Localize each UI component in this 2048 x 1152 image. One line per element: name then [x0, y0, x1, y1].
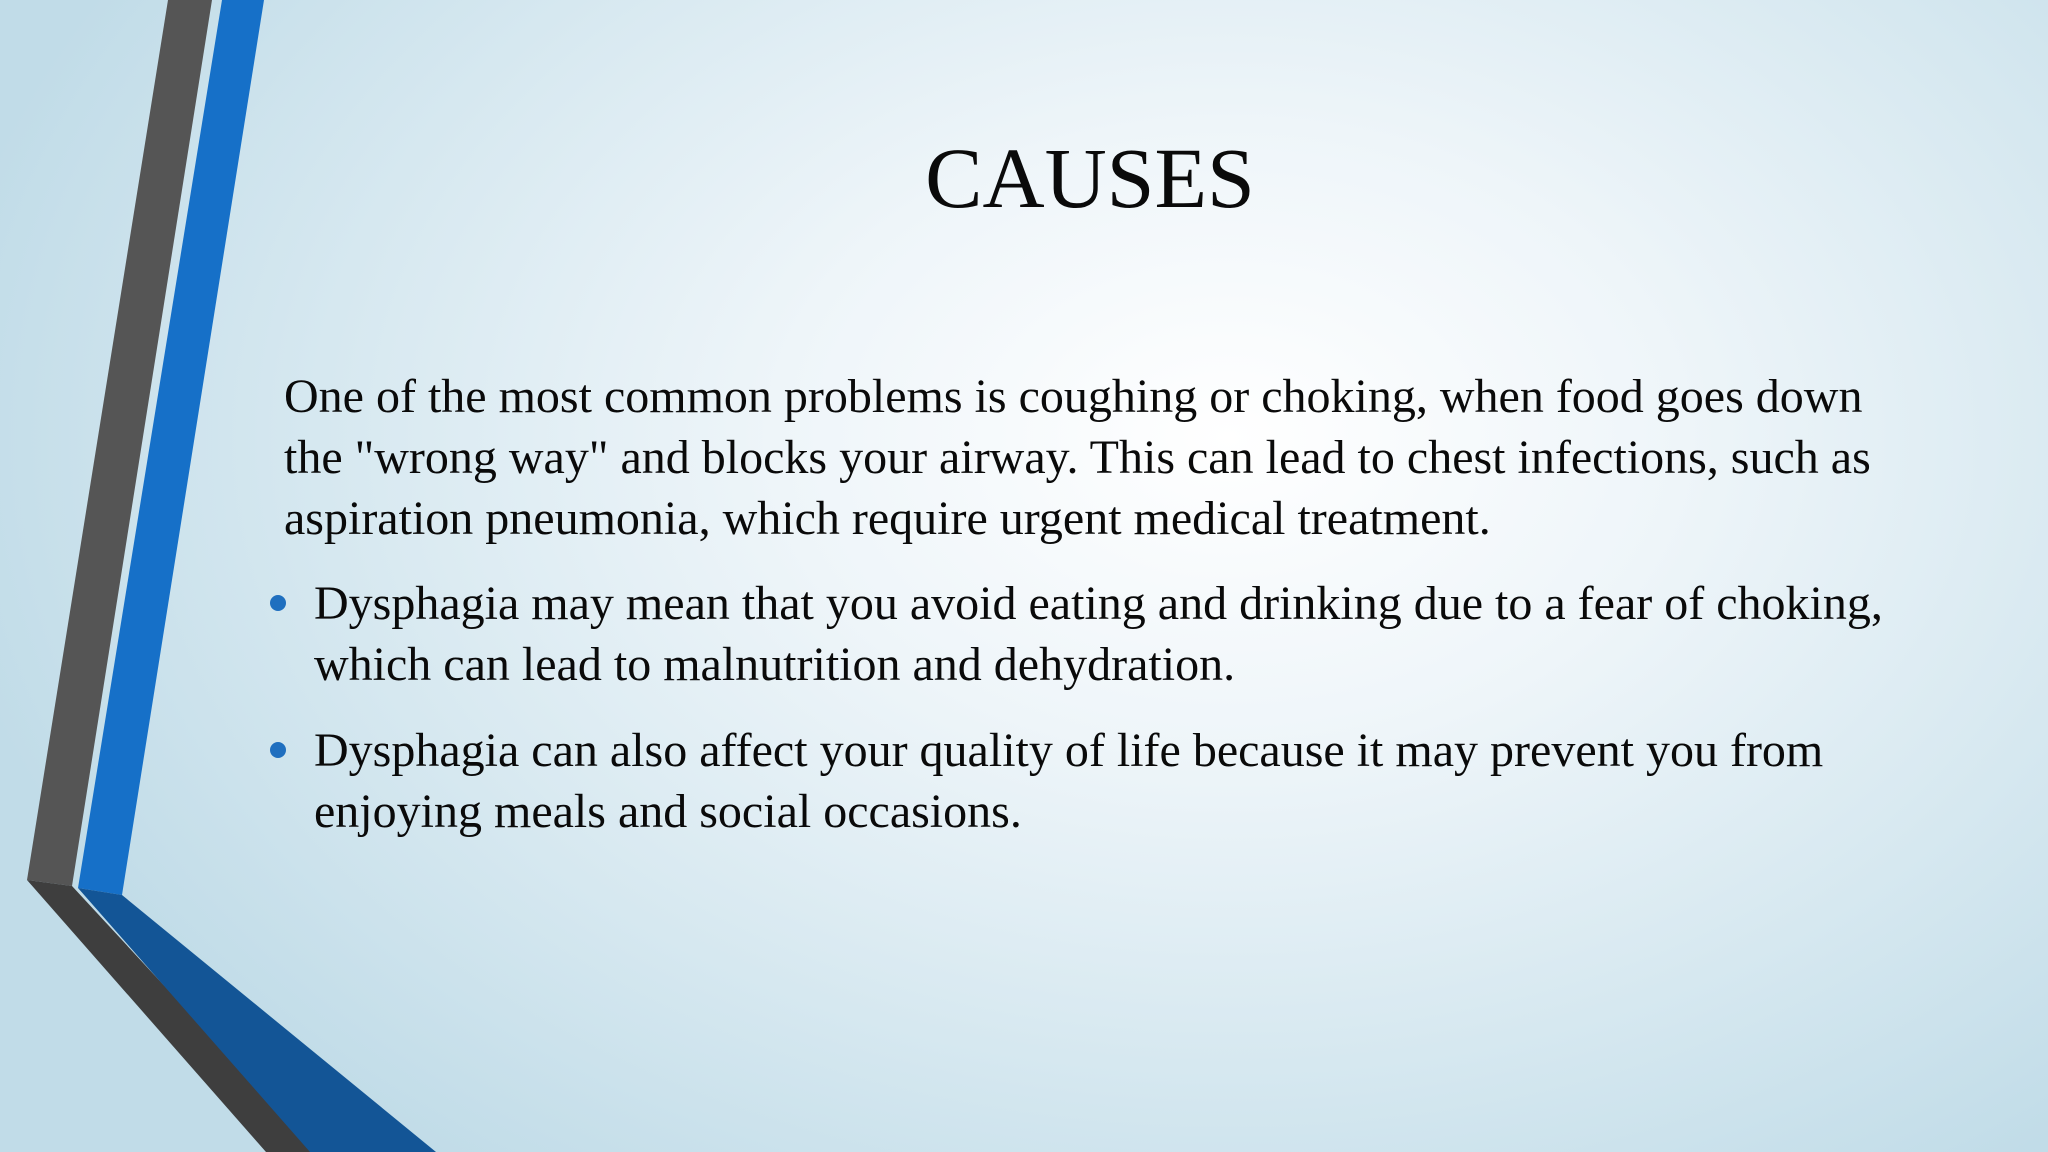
bullet-dot-icon [270, 742, 286, 758]
bullet-dot-icon [270, 595, 286, 611]
bullet-text: Dysphagia can also affect your quality of life because it may prevent you from enjoying meals and social occasions. [314, 724, 1824, 838]
intro-paragraph: One of the most common problems is coughing or choking, when food goes down the "wrong way" and blocks your airway. This can lead to chest infections, such as aspiration pneumonia, which require urgent medical treatment. [284, 370, 1871, 545]
bullet-item [284, 720, 1884, 842]
slide-body [284, 366, 1884, 867]
slide-title: CAUSES [925, 130, 1255, 226]
bullet-item [284, 573, 1884, 695]
bullet-text: Dysphagia may mean that you avoid eating and drinking due to a fear of choking, which can lead to malnutrition and dehydration. [314, 577, 1883, 691]
